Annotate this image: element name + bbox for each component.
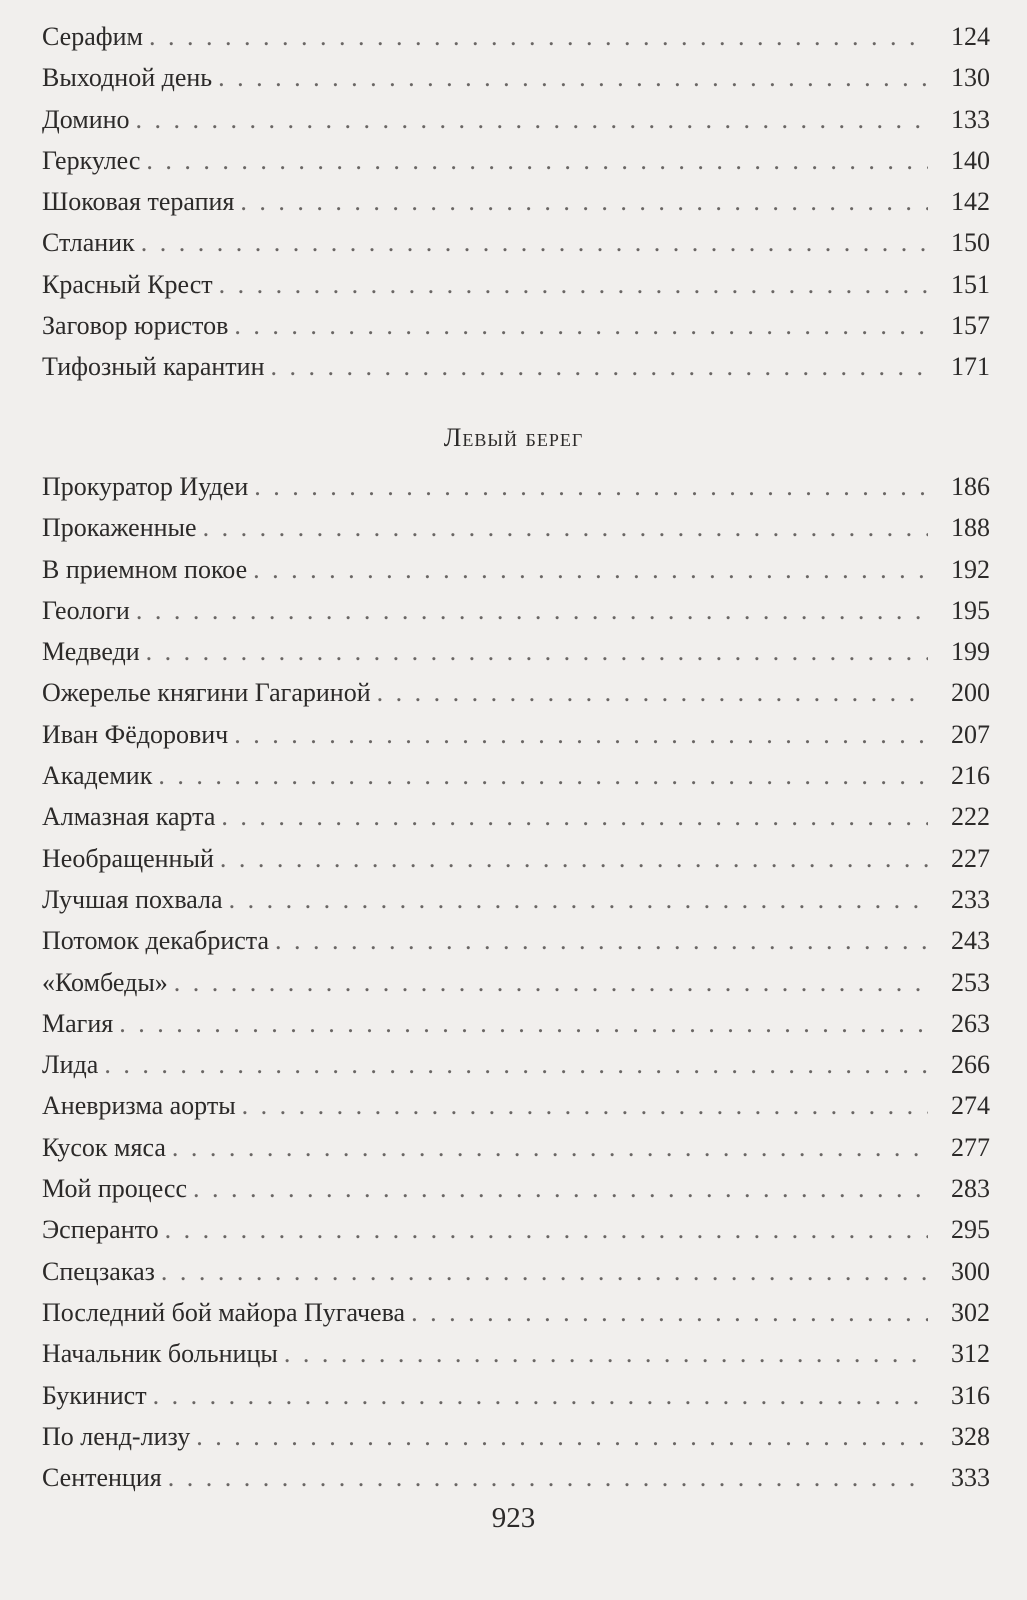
entry-page-number: 192 — [951, 554, 990, 584]
entry-page-number: 150 — [951, 228, 990, 258]
entry-title: Букинист — [42, 1380, 147, 1410]
entry-title: Магия — [42, 1008, 114, 1038]
entry-page-number: 300 — [951, 1256, 990, 1286]
dot-leader — [219, 264, 928, 305]
entry-title: Академик — [42, 761, 153, 791]
toc-entry — [42, 99, 990, 140]
entry-title: Спецзаказ — [42, 1256, 155, 1286]
entry-title: Красный Крест — [42, 269, 213, 299]
toc-entry — [42, 962, 990, 1003]
dot-leader — [153, 1375, 928, 1416]
toc-entry — [42, 466, 990, 507]
dot-leader — [253, 549, 928, 590]
dot-leader — [221, 796, 928, 837]
entry-title: Ожерелье княгини Гагариной — [42, 678, 371, 708]
toc-entry — [42, 672, 990, 713]
dot-leader — [119, 1003, 928, 1044]
entry-title: Последний бой майора Пугачева — [42, 1297, 406, 1327]
entry-page-number: 243 — [951, 926, 990, 956]
entry-page-number: 199 — [951, 637, 990, 667]
toc-entry — [42, 16, 990, 57]
entry-title: Аневризма аорты — [42, 1091, 236, 1121]
entry-title: Прокаженные — [42, 513, 197, 543]
dot-leader — [284, 1333, 928, 1374]
dot-leader — [165, 1209, 928, 1250]
entry-title: Геологи — [42, 595, 130, 625]
dot-leader — [136, 590, 928, 631]
entry-page-number: 277 — [951, 1132, 990, 1162]
toc-entry — [42, 1333, 990, 1374]
dot-leader — [168, 1457, 928, 1498]
entry-page-number: 133 — [951, 104, 990, 134]
dot-leader — [220, 838, 928, 879]
dot-leader — [275, 920, 928, 961]
entry-title: «Комбеды» — [42, 967, 168, 997]
toc-entry — [42, 264, 990, 305]
toc-entry — [42, 1003, 990, 1044]
toc-entry — [42, 796, 990, 837]
entry-page-number: 195 — [951, 595, 990, 625]
toc-entry — [42, 1416, 990, 1457]
dot-leader — [172, 1127, 928, 1168]
toc-entry — [42, 140, 990, 181]
entry-title: Эсперанто — [42, 1215, 159, 1245]
entry-page-number: 216 — [951, 761, 990, 791]
dot-leader — [254, 466, 928, 507]
dot-leader — [136, 99, 928, 140]
toc-entry — [42, 181, 990, 222]
dot-leader — [146, 631, 928, 672]
dot-leader — [141, 222, 928, 263]
entry-title: Мой процесс — [42, 1174, 187, 1204]
toc-entry — [42, 549, 990, 590]
entry-title: Иван Фёдорович — [42, 719, 229, 749]
entry-page-number: 130 — [951, 63, 990, 93]
dot-leader — [196, 1416, 928, 1457]
toc-entry — [42, 1457, 990, 1498]
entry-title: Серафим — [42, 22, 143, 51]
dot-leader — [174, 962, 928, 1003]
dot-leader — [161, 1251, 928, 1292]
dot-leader — [242, 1085, 928, 1126]
entry-page-number: 263 — [951, 1008, 990, 1038]
entry-title: Лида — [42, 1050, 99, 1080]
dot-leader — [149, 16, 928, 57]
entry-title: Шоковая терапия — [42, 187, 235, 217]
entry-title: Необращенный — [42, 843, 214, 873]
toc-list-part-1 — [42, 16, 990, 388]
entry-page-number: 333 — [951, 1463, 990, 1493]
toc-entry — [42, 838, 990, 879]
dot-leader — [234, 714, 928, 755]
entry-page-number: 171 — [951, 352, 990, 382]
toc-entry — [42, 879, 990, 920]
toc-entry — [42, 714, 990, 755]
toc-entry — [42, 346, 990, 387]
dot-leader — [158, 755, 928, 796]
entry-title: Медведи — [42, 637, 140, 667]
entry-page-number: 151 — [951, 269, 990, 299]
entry-title: Алмазная карта — [42, 802, 216, 832]
toc-entry — [42, 57, 990, 98]
toc-entry — [42, 305, 990, 346]
entry-title: Начальник больницы — [42, 1339, 278, 1369]
entry-page-number: 227 — [951, 843, 990, 873]
entry-page-number: 266 — [951, 1050, 990, 1080]
entry-page-number: 200 — [951, 678, 990, 708]
section-heading: Левый берег — [443, 423, 584, 452]
toc-entry — [42, 1292, 990, 1333]
toc-entry — [42, 1168, 990, 1209]
entry-page-number: 253 — [951, 967, 990, 997]
toc-entry — [42, 1209, 990, 1250]
entry-title: По ленд-лизу — [42, 1421, 191, 1451]
toc-entry — [42, 1251, 990, 1292]
dot-leader — [203, 507, 928, 548]
entry-page-number: 124 — [951, 22, 990, 51]
dot-leader — [229, 879, 928, 920]
toc-entry — [42, 507, 990, 548]
toc-entry — [42, 920, 990, 961]
entry-page-number: 233 — [951, 884, 990, 914]
entry-title: В приемном покое — [42, 554, 248, 584]
entry-title: Кусок мяса — [42, 1132, 166, 1162]
entry-title: Сентенция — [42, 1463, 162, 1493]
toc-entry — [42, 222, 990, 263]
entry-page-number: 140 — [951, 145, 990, 175]
entry-page-number: 274 — [951, 1091, 990, 1121]
dot-leader — [240, 181, 928, 222]
entry-title: Заговор юристов — [42, 311, 229, 341]
toc-entry — [42, 1044, 990, 1085]
toc-entry — [42, 755, 990, 796]
entry-title: Домино — [42, 104, 130, 134]
dot-leader — [411, 1292, 928, 1333]
entry-page-number: 302 — [951, 1297, 990, 1327]
entry-title: Геркулес — [42, 145, 141, 175]
entry-title: Прокуратор Иудеи — [42, 472, 249, 501]
entry-page-number: 312 — [951, 1339, 990, 1369]
entry-page-number: 207 — [951, 719, 990, 749]
dot-leader — [234, 305, 928, 346]
entry-title: Тифозный карантин — [42, 352, 265, 382]
toc-entry — [42, 1127, 990, 1168]
entry-page-number: 188 — [951, 513, 990, 543]
entry-page-number: 283 — [951, 1174, 990, 1204]
dot-leader — [104, 1044, 928, 1085]
entry-title: Выходной день — [42, 63, 213, 93]
entry-page-number: 295 — [951, 1215, 990, 1245]
dot-leader — [146, 140, 928, 181]
dot-leader — [218, 57, 928, 98]
dot-leader — [377, 672, 928, 713]
entry-title: Потомок декабриста — [42, 926, 269, 956]
toc-entry — [42, 590, 990, 631]
toc-entry — [42, 1085, 990, 1126]
entry-page-number: 157 — [951, 311, 990, 341]
entry-page-number: 328 — [951, 1421, 990, 1451]
toc-entry — [42, 631, 990, 672]
toc-list-part-2 — [42, 466, 990, 1498]
entry-title: Стланик — [42, 228, 135, 258]
entry-page-number: 316 — [951, 1380, 990, 1410]
dot-leader — [271, 346, 929, 387]
entry-page-number: 222 — [951, 802, 990, 832]
entry-page-number: 186 — [951, 472, 990, 501]
entry-title: Лучшая похвала — [42, 884, 223, 914]
entry-page-number: 142 — [951, 187, 990, 217]
dot-leader — [193, 1168, 928, 1209]
toc-entry — [42, 1375, 990, 1416]
page-number: 923 — [491, 1502, 536, 1534]
